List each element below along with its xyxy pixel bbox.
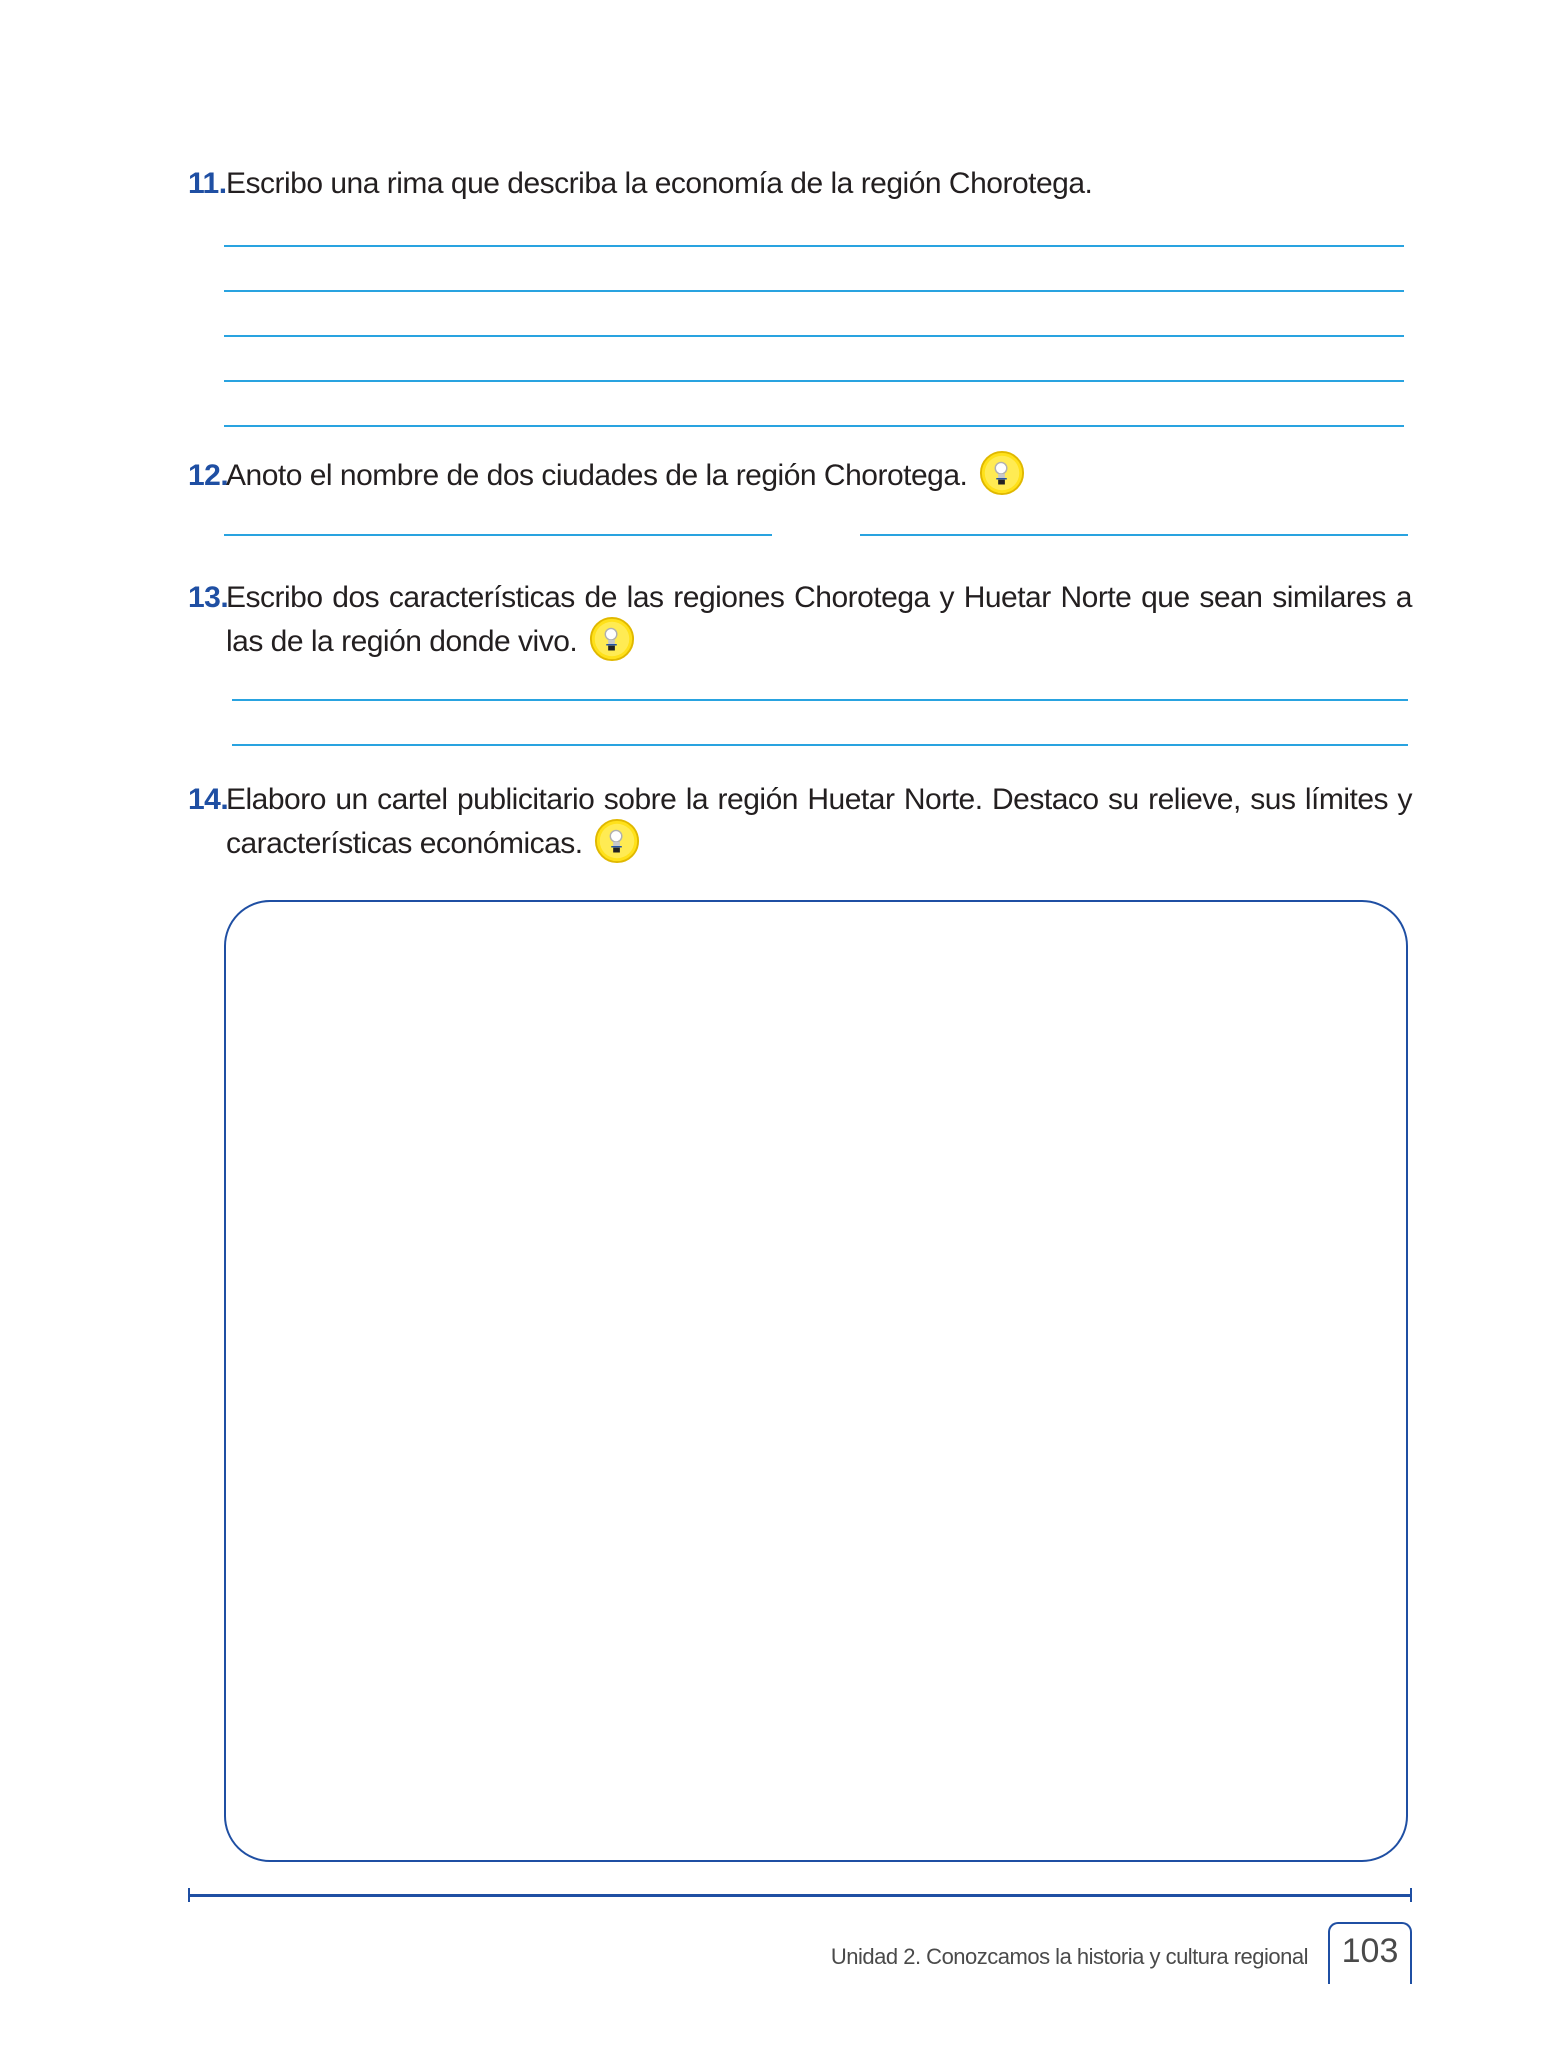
answer-line[interactable] <box>224 380 1404 382</box>
answer-line[interactable] <box>232 744 1408 746</box>
answer-line-city-2[interactable] <box>860 534 1408 536</box>
question-13 <box>188 576 1412 658</box>
question-text: Escribo dos características de las regiones Chorotega y Huetar Norte que sean similares a las de la región donde vivo. <box>226 581 1412 658</box>
footer-unit-title: Unidad 2. Conozcamos la historia y cultura regional <box>830 1944 1308 1969</box>
question-text-wrapper <box>226 778 1412 868</box>
poster-drawing-area[interactable] <box>224 900 1408 1862</box>
question-11 <box>188 162 1412 206</box>
answer-line[interactable] <box>224 290 1404 292</box>
question-text: Elaboro un cartel publicitario sobre la región Huetar Norte. Destaco su relieve, sus límites y características económicas. <box>226 783 1412 860</box>
question-text: Anoto el nombre de dos ciudades de la región Chorotega. <box>226 459 968 492</box>
question-12 <box>188 454 1412 498</box>
question-text-wrapper <box>226 454 1412 500</box>
footer-divider-tick-right <box>1410 1888 1412 1902</box>
answer-line[interactable] <box>232 699 1408 701</box>
question-number: 13. <box>188 581 229 614</box>
lightbulb-icon <box>589 616 635 662</box>
answer-line-city-1[interactable] <box>224 534 772 536</box>
answer-line[interactable] <box>224 425 1404 427</box>
footer-divider <box>188 1894 1412 1897</box>
lightbulb-icon <box>594 818 640 864</box>
page-number: 103 <box>1328 1922 1412 1984</box>
question-text: Escribo una rima que describa la economía de la región Chorotega. <box>226 167 1093 200</box>
answer-line[interactable] <box>224 335 1404 337</box>
question-text-wrapper <box>226 576 1412 666</box>
footer-divider-tick-left <box>188 1888 190 1902</box>
answer-line[interactable] <box>224 245 1404 247</box>
question-number: 14. <box>188 783 229 816</box>
question-number: 12. <box>188 459 229 492</box>
question-number: 11. <box>188 167 227 200</box>
lightbulb-icon <box>979 450 1025 496</box>
question-14 <box>188 778 1412 860</box>
